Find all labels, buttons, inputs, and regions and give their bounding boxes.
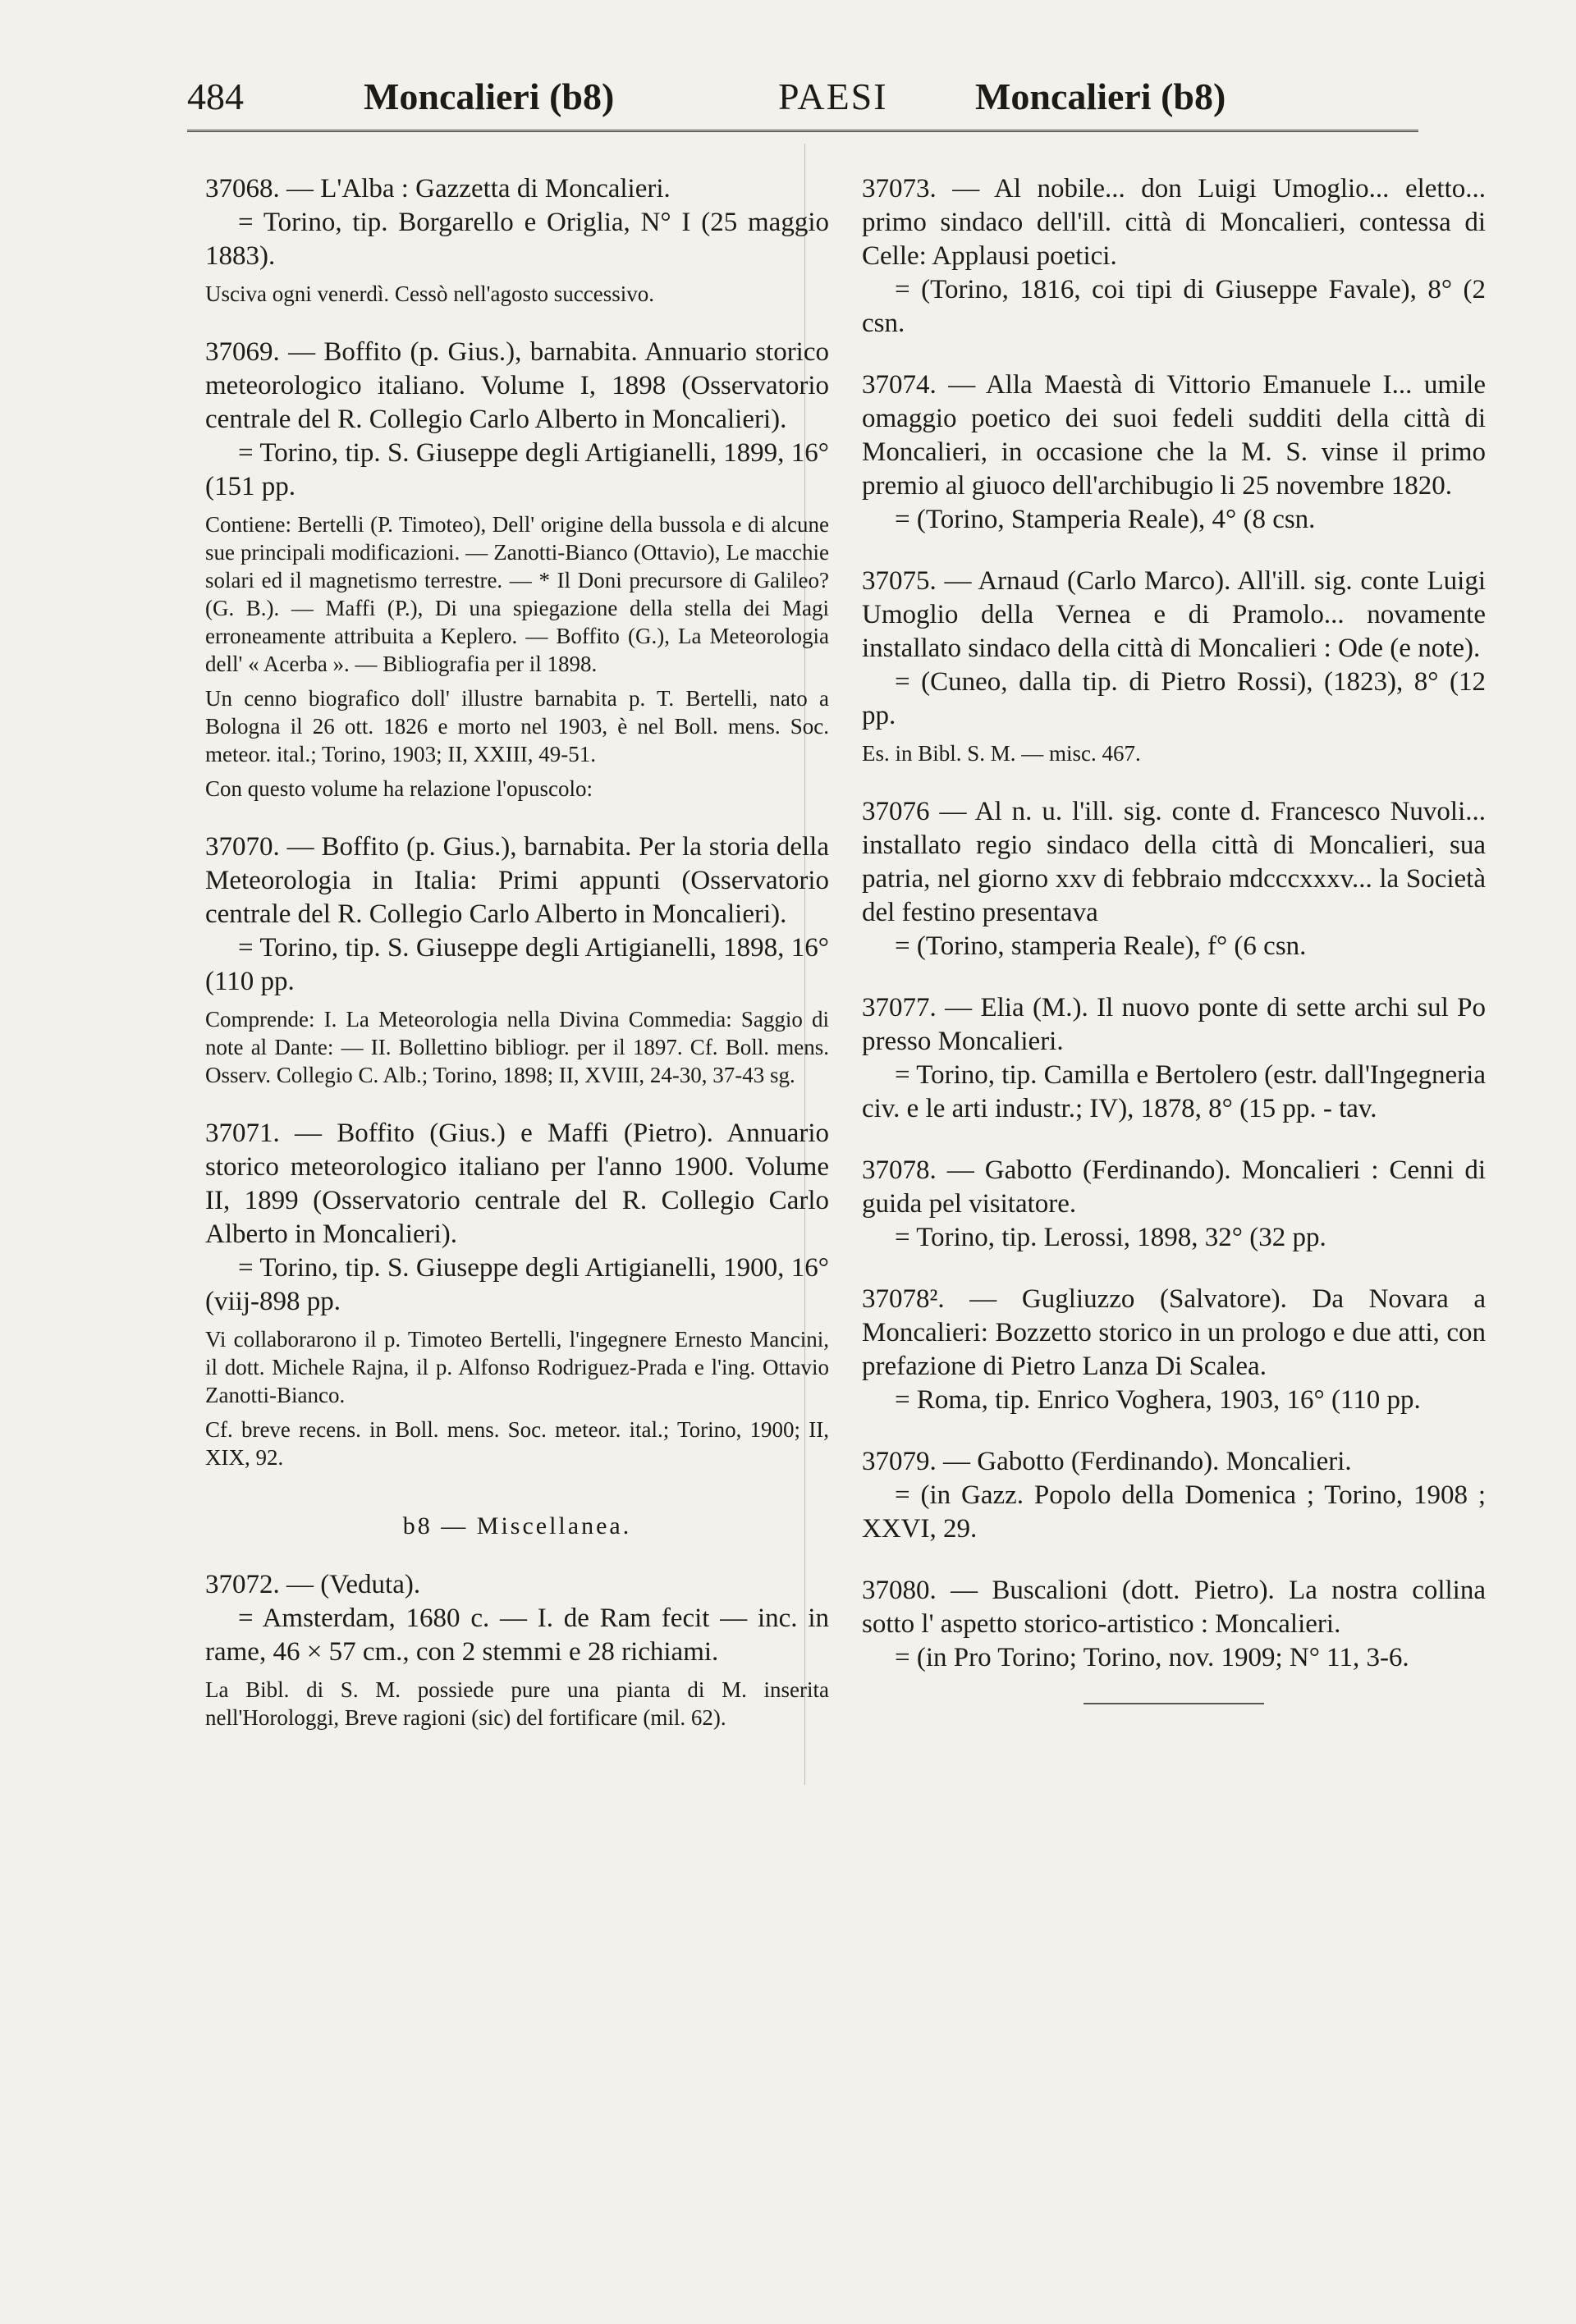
entry-publication: = Torino, tip. Camilla e Bertolero (estr. dall'Ingegneria civ. e le arti industr.; IV), 1878, 8° (15 pp. - tav. <box>862 1060 1486 1123</box>
entry-main: 37079. — Gabotto (Ferdinando). Moncalieri. <box>862 1447 1352 1476</box>
entry-note: Un cenno biografico doll' illustre barnabita p. T. Bertelli, nato a Bologna il 26 ott. 1826 e morto nel 1903, è nel Boll. mens. Soc. meteor. ital.; Torino, 1903; II, XXIII, 49-51. <box>205 686 829 766</box>
entry-37073 <box>862 172 1486 341</box>
right-column <box>862 172 1486 1704</box>
entry-publication: = (Cuneo, dalla tip. di Pietro Rossi), (1823), 8° (12 pp. <box>862 667 1486 730</box>
left-column <box>205 172 829 1759</box>
entry-main: 37071. — Boffito (Gius.) e Maffi (Pietro). Annuario storico meteorologico italiano per l'anno 1900. Volume II, 1899 (Osservatorio centrale del R. Collegio Carlo Alberto in Moncalieri). <box>205 1119 829 1249</box>
running-header <box>187 72 1418 138</box>
section-heading: b8 — Miscellanea. <box>402 1512 632 1539</box>
entry-publication: = Torino, tip. S. Giuseppe degli Artigianelli, 1898, 16° (110 pp. <box>205 933 829 996</box>
entry-main: 37070. — Boffito (p. Gius.), barnabita. Per la storia della Meteorologia in Italia: Primi appunti (Osservatorio centrale del R. Collegio Carlo Alberto in Moncalieri). <box>205 832 829 929</box>
entry-publication: = Torino, tip. Lerossi, 1898, 32° (32 pp. <box>895 1223 1326 1252</box>
entry-publication: = Torino, tip. Borgarello e Origlia, N° I (25 maggio 1883). <box>205 208 829 271</box>
entry-publication: = (Torino, stamperia Reale), f° (6 csn. <box>895 931 1307 961</box>
entry-publication: = (in Pro Torino; Torino, nov. 1909; N° 11, 3-6. <box>895 1643 1409 1672</box>
entry-37075 <box>862 565 1486 767</box>
entry-note: La Bibl. di S. M. possiede pure una pianta di M. inserita nell'Horologgi, Breve ragioni (sic) del fortificare (mil. 62). <box>205 1677 829 1730</box>
entry-main: 37077. — Elia (M.). Il nuovo ponte di sette archi sul Po presso Moncalieri. <box>862 993 1486 1056</box>
entry-note: Es. in Bibl. S. M. — misc. 467. <box>862 741 1141 766</box>
end-rule <box>1084 1703 1264 1704</box>
entry-37072 <box>205 1568 829 1732</box>
header-center: PAESI <box>778 75 888 117</box>
entry-37079 <box>862 1445 1486 1546</box>
entry-main: 37078. — Gabotto (Ferdinando). Moncalieri : Cenni di guida pel visitatore. <box>862 1155 1486 1219</box>
entry-main: 37072. — (Veduta). <box>205 1570 421 1599</box>
entry-37070 <box>205 830 829 1089</box>
header-rule <box>187 130 1418 132</box>
entry-37076 <box>862 795 1486 963</box>
entry-main: 37080. — Buscalioni (dott. Pietro). La nostra collina sotto l' aspetto storico-artistico : Moncalieri. <box>862 1576 1486 1639</box>
entry-publication: = (Torino, Stamperia Reale), 4° (8 csn. <box>895 505 1316 534</box>
entry-main: 37073. — Al nobile... don Luigi Umoglio... eletto... primo sindaco dell'ill. città di Moncalieri, contessa di Celle: Applausi poetici. <box>862 174 1486 271</box>
entry-note: Contiene: Bertelli (P. Timoteo), Dell' origine della bussola e di alcune sue principali modificazioni. — Zanotti-Bianco (Ottavio), Le macchie solari ed il magnetismo terrestre. — * Il Doni precursore di Galileo? (G. B.). — Maffi (P.), Di una spiegazione della stella dei Magi erroneamente attribuita a Keplero. — Boffito (G.), La Meteorologia dell' « Acerba ». — Bibliografia per il 1898. <box>205 512 829 676</box>
entry-publication: = Roma, tip. Enrico Voghera, 1903, 16° (110 pp. <box>895 1385 1421 1415</box>
entry-main: 37069. — Boffito (p. Gius.), barnabita. Annuario storico meteorologico italiano. Volume I, 1898 (Osservatorio centrale del R. Collegio Carlo Alberto in Moncalieri). <box>205 337 829 434</box>
entry-main: 37074. — Alla Maestà di Vittorio Emanuele I... umile omaggio poetico dei suoi fedeli sudditi della città di Moncalieri, in occasione che la M. S. vinse il primo premio al giuoco dell'archibugio li 25 novembre 1820. <box>862 370 1486 501</box>
entry-publication: = Amsterdam, 1680 c. — I. de Ram fecit — inc. in rame, 46 × 57 cm., con 2 stemmi e 28 richiami. <box>205 1603 829 1667</box>
entry-publication: = (Torino, 1816, coi tipi di Giuseppe Favale), 8° (2 csn. <box>862 275 1486 338</box>
entry-publication: = Torino, tip. S. Giuseppe degli Artigianelli, 1899, 16° (151 pp. <box>205 438 829 501</box>
entry-37077 <box>862 991 1486 1126</box>
entry-37080 <box>862 1574 1486 1675</box>
entry-note: Vi collaborarono il p. Timoteo Bertelli, l'ingegnere Ernesto Mancini, il dott. Michele Rajna, il p. Alfonso Rodriguez-Prada e l'ing. Ottavio Zanotti-Bianco. <box>205 1327 829 1407</box>
entry-main: 37076 — Al n. u. l'ill. sig. conte d. Francesco Nuvoli... installato regio sindaco della città di Moncalieri, sua patria, nel giorno xxv di febbraio mdcccxxxv... la Società del festino presentava <box>862 797 1486 927</box>
entry-37078-2 <box>862 1283 1486 1417</box>
entry-publication: = Torino, tip. S. Giuseppe degli Artigianelli, 1900, 16° (viij-898 pp. <box>205 1253 829 1316</box>
entry-publication: = (in Gazz. Popolo della Domenica ; Torino, 1908 ; XXVI, 29. <box>862 1480 1486 1544</box>
entry-note: Cf. breve recens. in Boll. mens. Soc. meteor. ital.; Torino, 1900; II, XIX, 92. <box>205 1417 829 1470</box>
header-left-title: Moncalieri (b8) <box>364 75 615 117</box>
entry-37078 <box>862 1154 1486 1255</box>
entry-main: 37078². — Gugliuzzo (Salvatore). Da Novara a Moncalieri: Bozzetto storico in un prologo e due atti, con prefazione di Pietro Lanza Di Scalea. <box>862 1284 1486 1381</box>
entry-37069 <box>205 336 829 803</box>
entry-note: Con questo volume ha relazione l'opuscolo: <box>205 776 593 801</box>
entry-37071 <box>205 1117 829 1471</box>
entry-37074 <box>862 368 1486 537</box>
header-right-title: Moncalieri (b8) <box>975 75 1226 117</box>
page-number: 484 <box>187 75 244 117</box>
entry-note: Usciva ogni venerdì. Cessò nell'agosto successivo. <box>205 281 655 306</box>
entry-37068 <box>205 172 829 308</box>
entry-main: 37068. — L'Alba : Gazzetta di Moncalieri. <box>205 174 671 204</box>
entry-note: Comprende: I. La Meteorologia nella Divina Commedia: Saggio di note al Dante: — II. Bollettino bibliogr. per il 1897. Cf. Boll. mens. Osserv. Collegio C. Alb.; Torino, 1898; II, XVIII, 24-30, 37-43 sg. <box>205 1007 829 1087</box>
entry-main: 37075. — Arnaud (Carlo Marco). All'ill. sig. conte Luigi Umoglio della Vernea e di Pramolo... novamente installato sindaco della città di Moncalieri : Ode (e note). <box>862 566 1486 663</box>
